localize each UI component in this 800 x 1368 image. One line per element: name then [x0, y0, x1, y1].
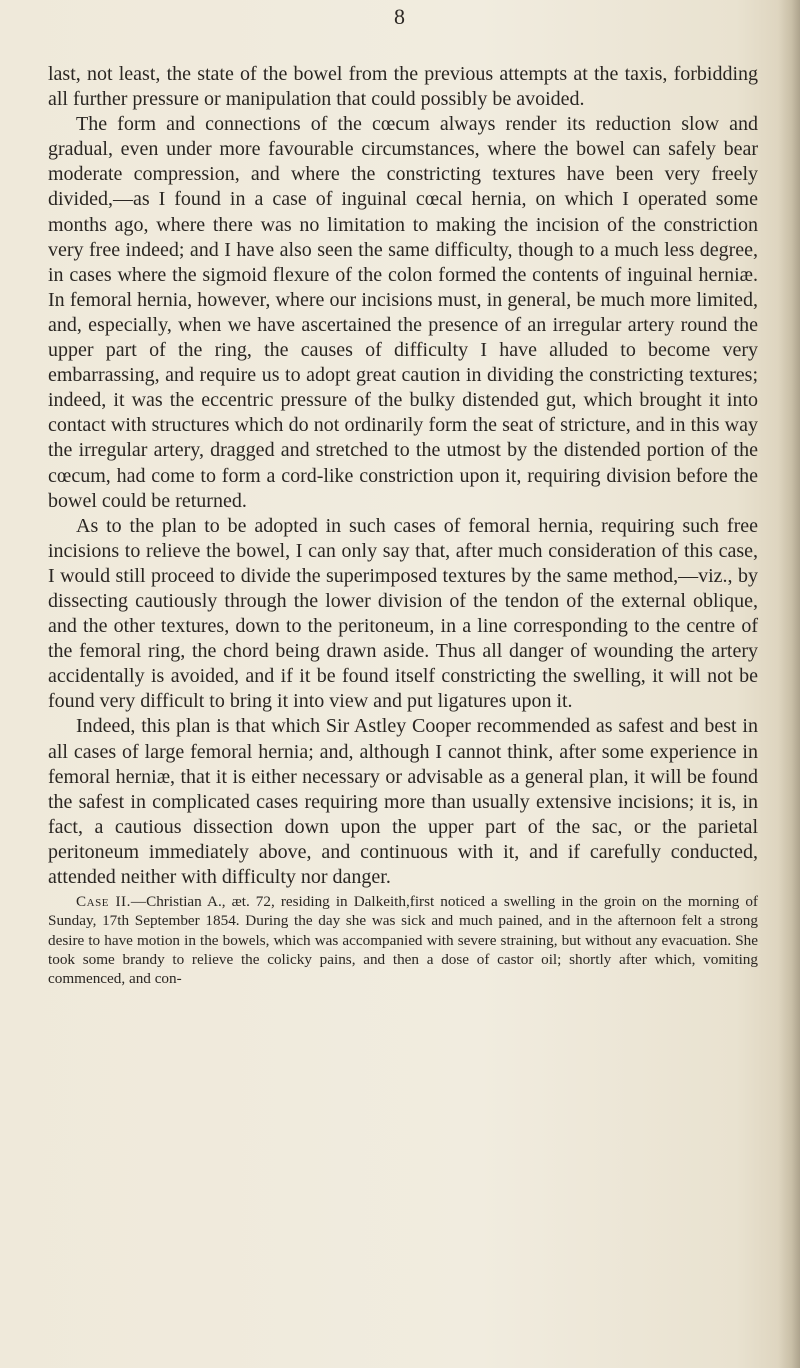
case-heading: Case II.	[76, 893, 131, 911]
paragraph-1: last, not least, the state of the bowel from the previous attempts at the taxis, forbidding all further pressure or manipulation that could possibly be avoided.	[48, 63, 758, 111]
page-edge-shadow	[778, 0, 800, 1368]
paragraph-3: As to the plan to be adopted in such cases of femoral hernia, requiring such free incisions to relieve the bowel, I can only say that, after much consideration of this case, I would still proceed to divide the superimposed textures by the same method,—viz., by dissecting cautiously through the lower division of the tendon of the external oblique, and the other textures, down to the peritoneum, in a line corresponding to the centre of the femoral ring, the chord being drawn aside. Thus all danger of wounding the artery accidentally is avoided, and if it be found itself constricting the swelling, it will not be found very difficult to bring it into view and put ligatures upon it.	[48, 514, 758, 713]
paragraph-2: The form and connections of the cœcum always render its reduction slow and gradual, even under more favourable circumstances, where the bowel can safely bear moderate compression, and where the constricting textures have been very freely divided,—as I found in a case of inguinal cœcal hernia, on which I operated some months ago, where there was no limitation to making the incision of the constriction very free indeed; and I have also seen the same difficulty, though to a much less degree, in cases where the sigmoid flexure of the colon formed the contents of inguinal herniæ. In femoral hernia, however, where our incisions must, in general, be much more limited, and, especially, when we have ascertained the presence of an irregular artery round the upper part of the ring, the causes of difficulty I have alluded to become very embarrassing, and require us to adopt great caution in dividing the constricting textures; indeed, it was the eccentric pressure of the bulky distended gut, which brought it into contact with structures which do not ordinarily form the seat of stricture, and in this way the irregular artery, dragged and stretched to the utmost by the distended portion of the cœcum, had come to form a cord-like constriction upon it, requiring division before the bowel could be returned.	[48, 113, 758, 512]
case-text: —Christian A., æt. 72, residing in Dalkeith,first noticed a swelling in the groin on the morning of Sunday, 17th September 1854. During the day she was sick and much pained, and in the afternoon felt a strong desire to have motion in the bowels, which was accompanied with severe straining, but without any evacuation. She took some brandy to relieve the colicky pains, and then a dose of castor oil; shortly after which, vomiting commenced, and con-	[48, 893, 758, 987]
page-text	[48, 62, 758, 988]
case-note	[48, 892, 758, 988]
page-number: 8	[394, 4, 406, 29]
paragraph-4: Indeed, this plan is that which Sir Astley Cooper recommended as safest and best in all cases of large femoral hernia; and, although I cannot think, after some experience in femoral herniæ, that it is either necessary or advisable as a general plan, it will be found the safest in complicated cases requiring more than usually extensive incisions; it is, in fact, a cautious dissection down upon the upper part of the sac, or the parietal peritoneum immediately above, and continuous with it, and if carefully conducted, attended neither with difficulty nor danger.	[48, 715, 758, 888]
